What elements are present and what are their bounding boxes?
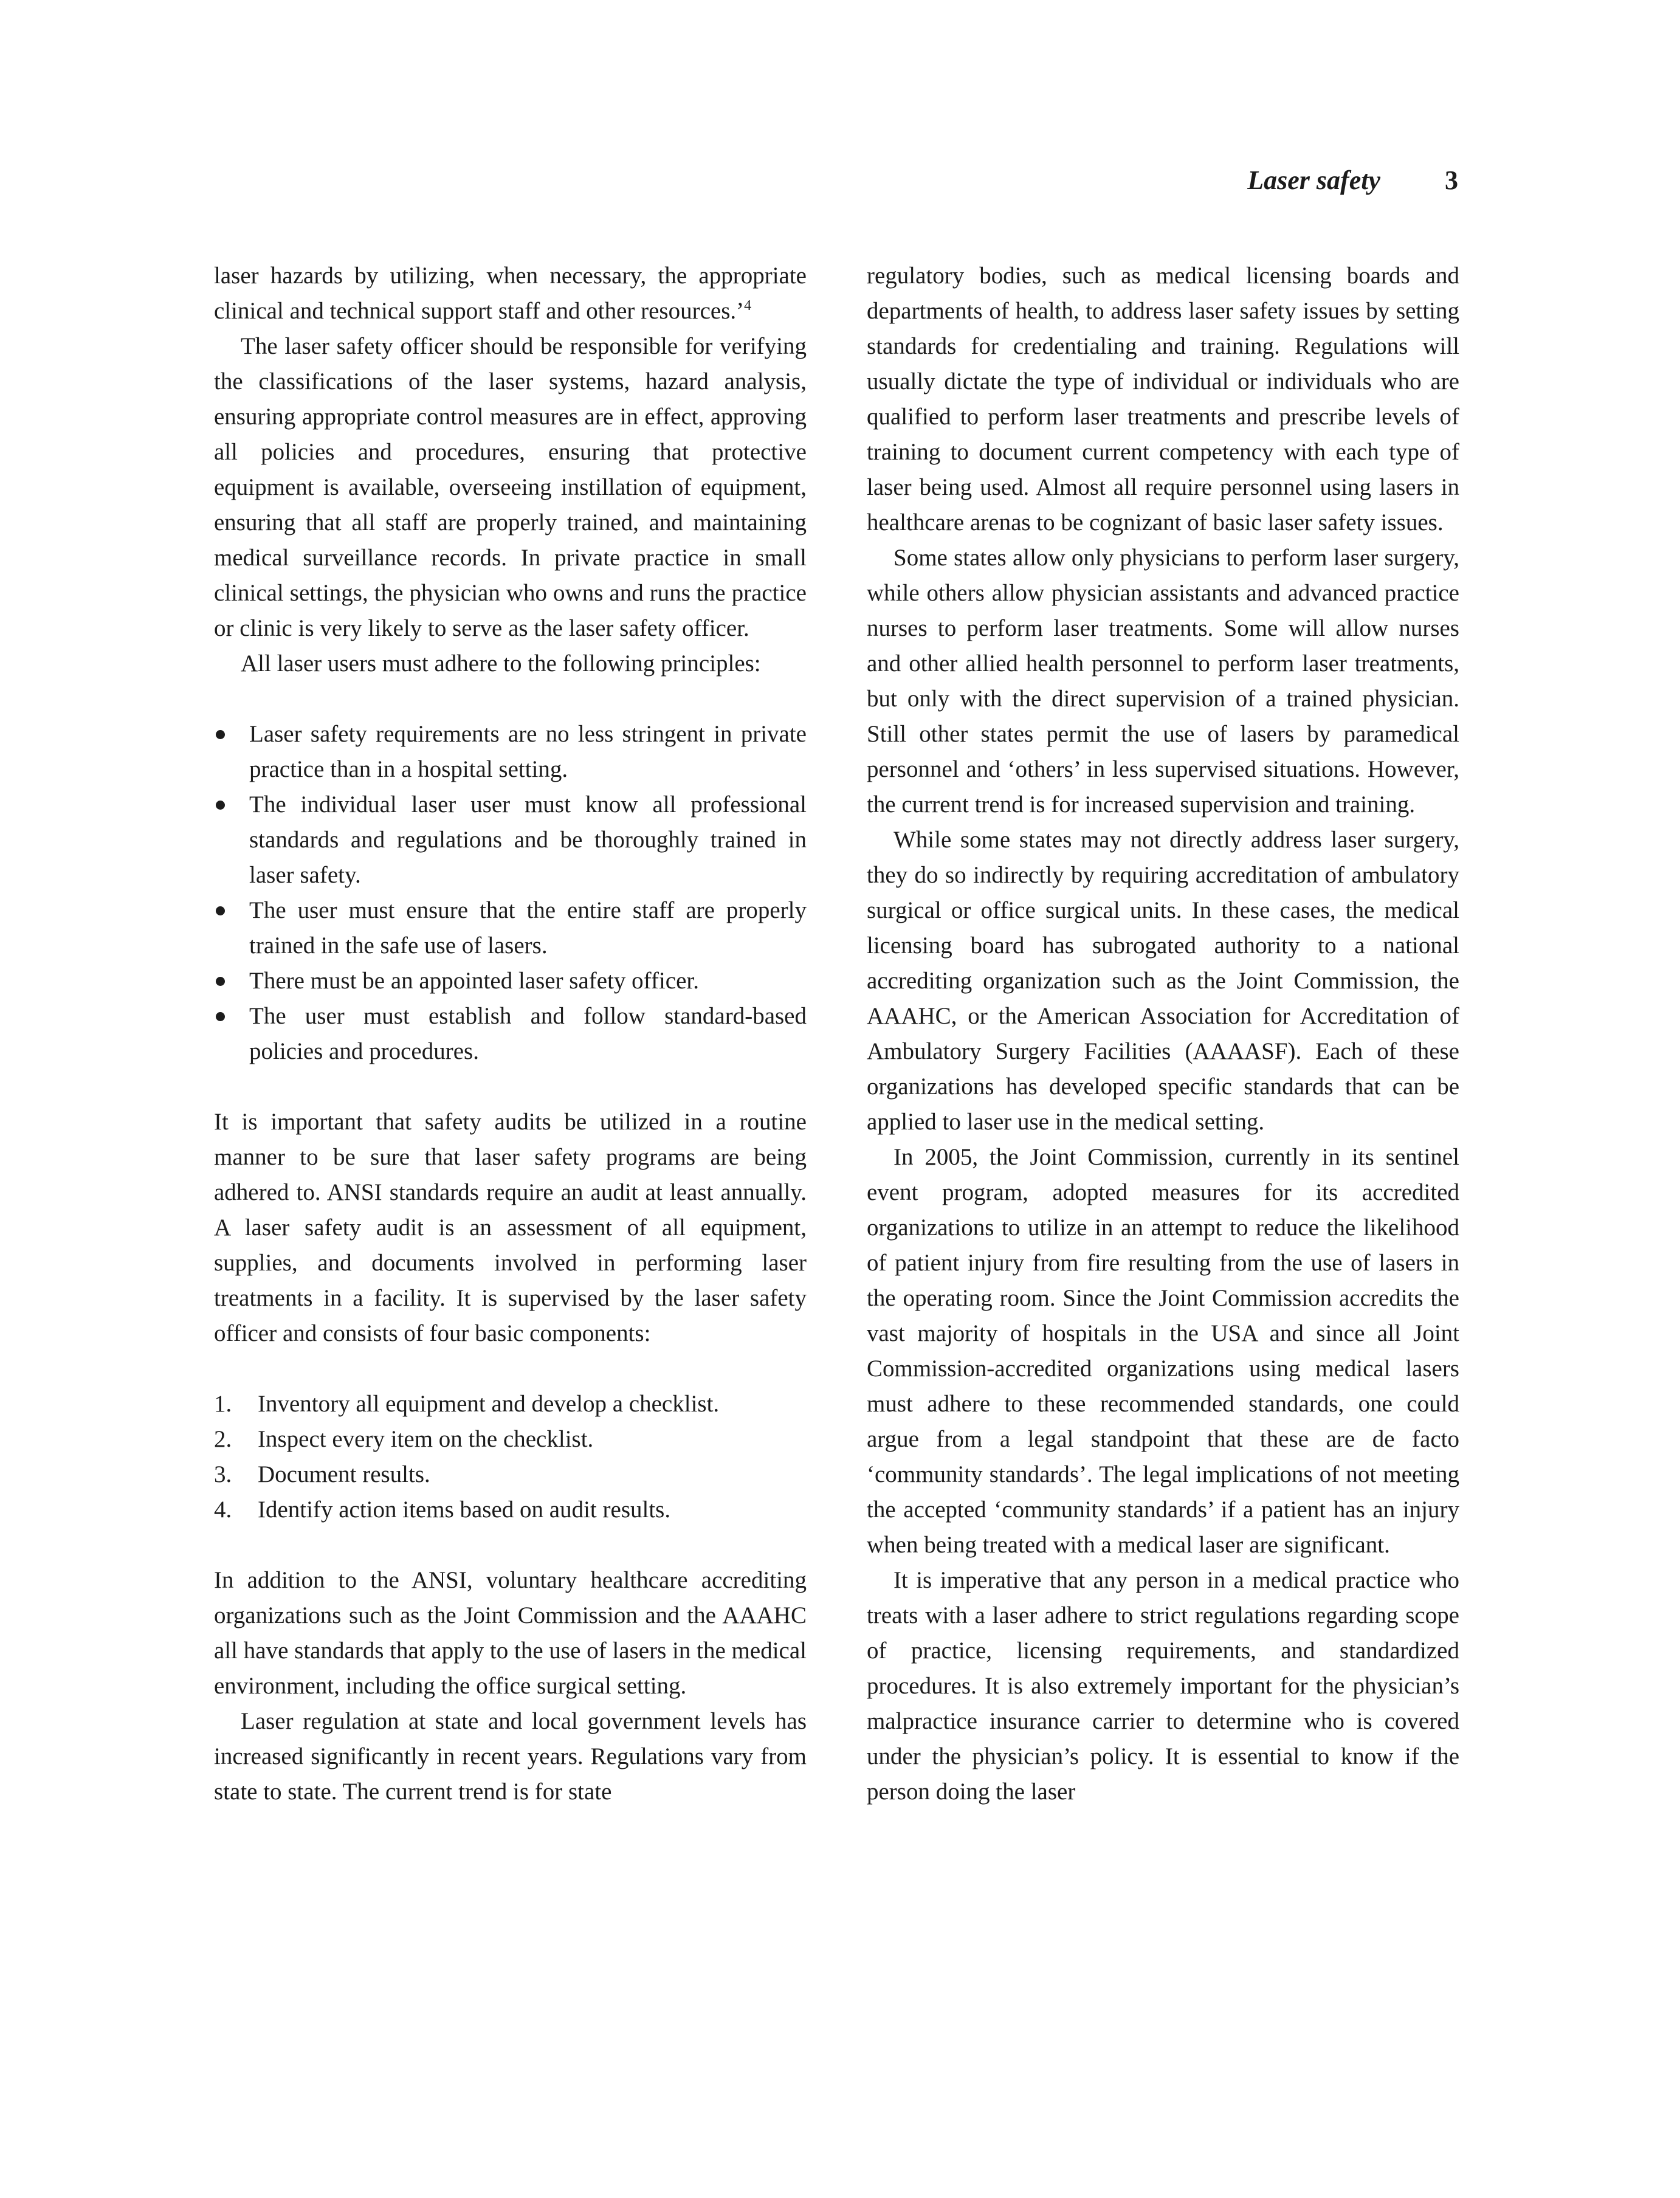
paragraph-principles-intro: All laser users must adhere to the following principles: — [241, 650, 761, 677]
paragraph-joint-commission: In 2005, the Joint Commission, currently in its sentinel event program, adopted measures for its accredited organizations to utilize in an attempt to reduce the likelihood of patient injury from fire resulting from the use of lasers in the operating room. Since the Joint Commission accredits the vast majority of hospitals in the USA and since all Joint Commission-accredited organizations using medical lasers must adhere to these recommended standards, one could argue from a legal standpoint that these are de facto ‘community standards’. The legal implications of not meeting the accepted ‘community standards’ if a patient has an injury when being treated with a medical laser are significant. — [867, 1144, 1459, 1558]
right-column — [867, 258, 1459, 1810]
bullet-icon — [216, 1012, 225, 1021]
list-item: 3. Document results. — [214, 1461, 430, 1487]
list-item: The user must establish and follow standard-based policies and procedures. — [214, 999, 807, 1069]
running-header — [1247, 163, 1458, 198]
paragraph-safety-audits: It is important that safety audits be utilized in a routine manner to be sure that laser safety programs are being adhered to. ANSI standards require an audit at least annually. A laser safety audit is an assessment of all equipment, supplies, and documents involved in performing laser treatments in a facility. It is supervised by the laser safety officer and consists of four basic components: — [214, 1109, 807, 1346]
paragraph-accrediting-orgs: In addition to the ANSI, voluntary healthcare accrediting organizations such as the Joint Commission and the AAAHC all have standards that apply to the use of lasers in the medical environment, including the office surgical setting. — [214, 1567, 807, 1699]
paragraph-indirect-regulation: While some states may not directly address laser surgery, they do so indirectly by requiring accreditation of ambulatory surgical or office surgical units. In these cases, the medical licensing board has subrogated authority to a national accrediting organization such as the Joint Commission, the AAAHC, or the American Association for Accreditation of Ambulatory Surgery Facilities (AAAASF). Each of these organizations has developed specific standards that can be applied to laser use in the medical setting. — [867, 827, 1459, 1135]
page-number: 3 — [1445, 165, 1458, 195]
principles-list — [214, 717, 807, 1069]
reference-marker: 4 — [744, 298, 752, 314]
bullet-icon — [216, 977, 225, 986]
paragraph-regulatory-bodies: regulatory bodies, such as medical licensing boards and departments of health, to address laser safety issues by setting standards for credentialing and training. Regulations will usually dictate the type of individual or individuals who are qualified to perform laser treatments and prescribe levels of training to document current competency with each type of laser being used. Almost all require personnel using lasers in healthcare arenas to be cognizant of basic laser safety issues. — [867, 263, 1459, 536]
list-item: The user must ensure that the entire staff are properly trained in the safe use of lasers. — [214, 893, 807, 963]
list-item: 1. Inventory all equipment and develop a checklist. — [214, 1391, 720, 1417]
paragraph-imperative: It is imperative that any person in a medical practice who treats with a laser adhere to strict regulations regarding scope of practice, licensing requirements, and standardized procedures. It is also extremely important for the physician’s malpractice insurance carrier to determine who is covered under the physician’s policy. It is essential to know if the person doing the laser — [867, 1567, 1459, 1805]
list-item: There must be an appointed laser safety officer. — [214, 963, 807, 999]
left-column — [214, 258, 807, 1810]
paragraph-laser-safety-officer: The laser safety officer should be responsible for verifying the classifications of the laser systems, hazard analysis, ensuring appropriate control measures are in effect, approving all policies and procedures, ensuring that protective equipment is available, overseeing instillation of equipment, ensuring that all staff are properly trained, and maintaining medical surveillance records. In private practice in small clinical settings, the physician who owns and runs the practice or clinic is very likely to serve as the laser safety officer. — [214, 333, 807, 641]
list-item: Laser safety requirements are no less stringent in private practice than in a hospital setting. — [214, 717, 807, 787]
list-item: The individual laser user must know all professional standards and regulations and be thoroughly trained in laser safety. — [214, 787, 807, 893]
bullet-icon — [216, 906, 225, 915]
paragraph-text: laser hazards by utilizing, when necessary, the appropriate clinical and technical support staff and other resources.’ — [214, 263, 807, 324]
audit-steps-list — [214, 1387, 807, 1528]
list-item: 2. Inspect every item on the checklist. — [214, 1426, 594, 1452]
bullet-icon — [216, 801, 225, 810]
paragraph-continued — [214, 258, 807, 329]
list-item: 4. Identify action items based on audit results. — [214, 1497, 671, 1523]
paragraph-laser-regulation: Laser regulation at state and local government levels has increased significantly in recent years. Regulations vary from state to state. The current trend is for state — [214, 1708, 807, 1805]
bullet-icon — [216, 730, 225, 739]
running-title: Laser safety — [1247, 165, 1380, 195]
paragraph-states-allow: Some states allow only physicians to perform laser surgery, while others allow physician assistants and advanced practice nurses to perform laser treatments. Some will allow nurses and other allied health personnel to perform laser treatments, but only with the direct supervision of a trained physician. Still other states permit the use of lasers by paramedical personnel and ‘others’ in less supervised situations. However, the current trend is for increased supervision and training. — [867, 545, 1459, 818]
